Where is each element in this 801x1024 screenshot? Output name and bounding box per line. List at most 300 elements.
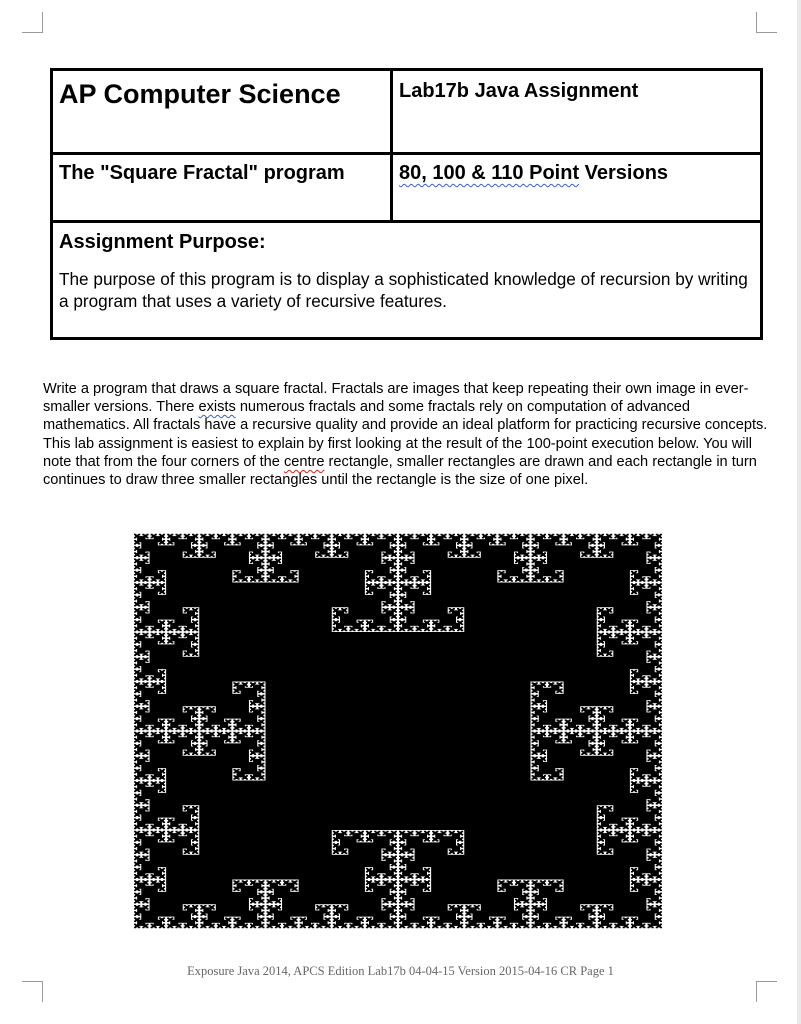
fractal-square xyxy=(374,617,376,619)
fractal-square xyxy=(209,701,211,703)
fractal-square xyxy=(196,540,198,542)
fractal-square xyxy=(291,586,293,588)
fractal-square xyxy=(329,580,331,582)
fractal-square xyxy=(200,614,202,616)
fractal-square xyxy=(296,534,298,536)
fractal-square xyxy=(262,685,264,687)
fractal-square xyxy=(308,562,310,564)
fractal-square xyxy=(204,549,206,551)
fractal-square xyxy=(320,589,322,591)
fractal-square xyxy=(159,599,161,601)
fractal-square xyxy=(304,623,306,625)
fractal-square xyxy=(391,559,393,561)
fractal-square xyxy=(196,673,198,675)
fractal-square xyxy=(175,688,177,690)
fractal-square xyxy=(333,630,335,632)
fractal-square xyxy=(262,549,264,551)
fractal-square xyxy=(333,562,335,564)
fractal-square xyxy=(196,611,198,613)
fractal-square xyxy=(192,682,194,684)
fractal-square xyxy=(391,565,393,567)
fractal-square xyxy=(213,565,215,567)
fractal-square xyxy=(155,673,157,675)
fractal-square xyxy=(229,596,231,598)
fractal-square xyxy=(238,559,240,561)
fractal-square xyxy=(204,596,206,598)
fractal-square xyxy=(391,568,393,570)
fractal-square xyxy=(370,580,372,582)
fractal-square xyxy=(304,593,306,595)
fractal-square xyxy=(329,636,331,638)
fractal-square xyxy=(233,602,235,604)
fractal-square xyxy=(200,602,202,604)
fractal-square xyxy=(146,676,148,678)
fractal-square xyxy=(304,611,306,613)
fractal-square xyxy=(134,580,136,582)
fractal-square xyxy=(217,580,219,582)
fractal-square xyxy=(296,549,298,551)
fractal-square xyxy=(204,692,206,694)
fractal-square xyxy=(312,608,314,610)
fractal-square xyxy=(175,704,177,706)
fractal-square xyxy=(296,593,298,595)
fractal-square xyxy=(184,583,186,585)
fractal-square xyxy=(254,633,256,635)
fractal-square xyxy=(217,571,219,573)
fractal-square xyxy=(146,583,148,585)
fractal-square xyxy=(349,543,351,545)
fractal-square xyxy=(151,716,153,718)
fractal-square xyxy=(325,623,327,625)
fractal-square xyxy=(242,654,244,656)
fractal-square xyxy=(209,648,211,650)
fractal-square xyxy=(225,605,227,607)
fractal-square xyxy=(200,608,202,610)
grammar-flag-exists[interactable]: exists xyxy=(198,399,235,415)
fractal-square xyxy=(254,580,256,582)
fractal-square xyxy=(329,534,331,536)
fractal-square xyxy=(167,710,169,712)
fractal-square xyxy=(151,614,153,616)
fractal-square xyxy=(142,602,144,604)
purpose-cell xyxy=(52,222,762,339)
fractal-square xyxy=(233,608,235,610)
fractal-square xyxy=(316,614,318,616)
fractal-square xyxy=(320,596,322,598)
fractal-square xyxy=(180,648,182,650)
fractal-square xyxy=(163,692,165,694)
fractal-square xyxy=(151,549,153,551)
fractal-square xyxy=(155,707,157,709)
fractal-square xyxy=(275,549,277,551)
fractal-square xyxy=(254,710,256,712)
fractal-square xyxy=(151,645,153,647)
fractal-square xyxy=(362,599,364,601)
square-fractal-figure xyxy=(133,533,663,929)
fractal-square xyxy=(146,667,148,669)
fractal-square xyxy=(254,540,256,542)
fractal-square xyxy=(300,537,302,539)
fractal-square xyxy=(188,574,190,576)
fractal-square xyxy=(175,692,177,694)
fractal-square xyxy=(138,559,140,561)
fractal-square xyxy=(225,577,227,579)
fractal-square xyxy=(233,540,235,542)
fractal-square xyxy=(358,596,360,598)
fractal-square xyxy=(196,583,198,585)
fractal-square xyxy=(180,574,182,576)
fractal-square xyxy=(267,546,269,548)
fractal-square xyxy=(204,707,206,709)
fractal-square xyxy=(387,543,389,545)
fractal-square xyxy=(209,682,211,684)
fractal-square xyxy=(146,608,148,610)
fractal-square xyxy=(312,562,314,564)
fractal-square xyxy=(188,586,190,588)
fractal-square xyxy=(151,639,153,641)
fractal-square xyxy=(296,571,298,573)
fractal-square xyxy=(246,617,248,619)
fractal-square xyxy=(271,639,273,641)
fractal-square xyxy=(279,537,281,539)
fractal-square xyxy=(196,729,198,731)
fractal-square xyxy=(155,676,157,678)
fractal-square xyxy=(142,627,144,629)
fractal-square xyxy=(159,627,161,629)
fractal-square xyxy=(217,602,219,604)
fractal-square xyxy=(250,633,252,635)
fractal-square xyxy=(221,648,223,650)
fractal-square xyxy=(159,549,161,551)
fractal-square xyxy=(188,729,190,731)
fractal-square xyxy=(267,620,269,622)
fractal-square xyxy=(151,648,153,650)
fractal-square xyxy=(159,586,161,588)
fractal-square xyxy=(353,617,355,619)
fractal-square xyxy=(378,605,380,607)
fractal-square xyxy=(155,726,157,728)
fractal-square xyxy=(151,679,153,681)
fractal-square xyxy=(374,605,376,607)
fractal-square xyxy=(159,552,161,554)
fractal-square xyxy=(204,611,206,613)
fractal-square xyxy=(200,605,202,607)
fractal-square xyxy=(395,620,397,622)
fractal-square xyxy=(213,555,215,557)
fractal-square xyxy=(175,679,177,681)
fractal-square xyxy=(196,633,198,635)
fractal-square xyxy=(204,729,206,731)
fractal-square xyxy=(238,664,240,666)
fractal-square xyxy=(370,599,372,601)
fractal-square xyxy=(167,658,169,660)
fractal-square xyxy=(320,552,322,554)
fractal-square xyxy=(316,630,318,632)
fractal-square xyxy=(146,571,148,573)
fractal-square xyxy=(271,633,273,635)
fractal-square xyxy=(225,642,227,644)
fractal-square xyxy=(233,710,235,712)
fractal-square xyxy=(283,586,285,588)
fractal-square xyxy=(296,543,298,545)
fractal-square xyxy=(341,549,343,551)
fractal-square xyxy=(242,701,244,703)
fractal-square xyxy=(262,583,264,585)
fractal-square xyxy=(233,667,235,669)
fractal-square xyxy=(362,568,364,570)
fractal-square xyxy=(271,549,273,551)
fractal-square xyxy=(225,627,227,629)
fractal-square xyxy=(279,636,281,638)
fractal-square xyxy=(316,596,318,598)
fractal-square xyxy=(146,549,148,551)
fractal-square xyxy=(217,719,219,721)
fractal-square xyxy=(242,639,244,641)
fractal-square xyxy=(213,534,215,536)
fractal-square xyxy=(242,729,244,731)
fractal-square xyxy=(151,729,153,731)
fractal-square xyxy=(374,620,376,622)
fractal-square xyxy=(192,658,194,660)
fractal-square xyxy=(167,599,169,601)
fractal-square xyxy=(200,555,202,557)
fractal-square xyxy=(254,658,256,660)
fractal-square xyxy=(254,602,256,604)
fractal-square xyxy=(275,568,277,570)
fractal-square xyxy=(229,540,231,542)
fractal-square xyxy=(142,707,144,709)
fractal-square xyxy=(204,688,206,690)
fractal-square xyxy=(300,571,302,573)
fractal-square xyxy=(374,574,376,576)
fractal-square xyxy=(159,605,161,607)
fractal-square xyxy=(217,574,219,576)
fractal-square xyxy=(221,716,223,718)
fractal-square xyxy=(192,639,194,641)
fractal-square xyxy=(242,667,244,669)
fractal-square xyxy=(151,577,153,579)
fractal-square xyxy=(171,586,173,588)
fractal-square xyxy=(258,583,260,585)
spelling-flag-centre[interactable]: centre xyxy=(284,454,325,470)
fractal-square xyxy=(184,617,186,619)
fractal-square xyxy=(217,568,219,570)
fractal-square xyxy=(382,574,384,576)
fractal-square xyxy=(167,722,169,724)
fractal-square xyxy=(184,543,186,545)
fractal-square xyxy=(159,719,161,721)
fractal-square xyxy=(308,552,310,554)
fractal-square xyxy=(333,555,335,557)
fractal-square xyxy=(217,661,219,663)
fractal-square xyxy=(349,552,351,554)
fractal-square xyxy=(271,540,273,542)
fractal-square xyxy=(213,704,215,706)
fractal-square xyxy=(184,698,186,700)
fractal-square xyxy=(291,648,293,650)
fractal-square xyxy=(238,713,240,715)
fractal-square xyxy=(296,608,298,610)
fractal-square xyxy=(184,562,186,564)
fractal-square xyxy=(242,555,244,557)
fractal-square xyxy=(242,593,244,595)
fractal-square xyxy=(204,552,206,554)
fractal-square xyxy=(192,636,194,638)
fractal-square xyxy=(213,546,215,548)
fractal-square xyxy=(242,704,244,706)
fractal-square xyxy=(262,645,264,647)
fractal-square xyxy=(374,596,376,598)
fractal-square xyxy=(300,596,302,598)
fractal-square xyxy=(333,614,335,616)
fractal-square xyxy=(353,580,355,582)
fractal-square xyxy=(138,605,140,607)
fractal-square xyxy=(138,654,140,656)
fractal-square xyxy=(192,692,194,694)
fractal-square xyxy=(362,589,364,591)
fractal-square xyxy=(188,568,190,570)
fractal-square xyxy=(275,642,277,644)
fractal-square xyxy=(192,608,194,610)
fractal-square xyxy=(221,729,223,731)
fractal-square xyxy=(316,552,318,554)
fractal-square xyxy=(225,596,227,598)
fractal-square xyxy=(192,688,194,690)
fractal-square xyxy=(304,630,306,632)
fractal-square xyxy=(242,565,244,567)
fractal-square xyxy=(358,580,360,582)
fractal-square xyxy=(221,549,223,551)
fractal-square xyxy=(138,726,140,728)
fractal-square xyxy=(258,593,260,595)
fractal-square xyxy=(345,540,347,542)
versions-link[interactable]: 80, 100 & 110 Point xyxy=(399,162,579,184)
fractal-square xyxy=(221,670,223,672)
fractal-square xyxy=(333,623,335,625)
fractal-square xyxy=(395,546,397,548)
fractal-square xyxy=(213,710,215,712)
fractal-square xyxy=(262,571,264,573)
fractal-square xyxy=(279,549,281,551)
fractal-square xyxy=(279,568,281,570)
fractal-square xyxy=(283,623,285,625)
fractal-square xyxy=(163,670,165,672)
fractal-square xyxy=(283,608,285,610)
fractal-square xyxy=(200,620,202,622)
fractal-square xyxy=(258,701,260,703)
fractal-square xyxy=(262,719,264,721)
fractal-square xyxy=(320,586,322,588)
fractal-square xyxy=(374,552,376,554)
fractal-square xyxy=(209,685,211,687)
fractal-square xyxy=(146,701,148,703)
fractal-square xyxy=(142,574,144,576)
fractal-square xyxy=(233,716,235,718)
fractal-square xyxy=(200,667,202,669)
fractal-square xyxy=(395,608,397,610)
fractal-square xyxy=(134,574,136,576)
fractal-square xyxy=(362,543,364,545)
fractal-square xyxy=(217,670,219,672)
fractal-square xyxy=(163,552,165,554)
fractal-square xyxy=(291,589,293,591)
fractal-square xyxy=(353,543,355,545)
fractal-square xyxy=(155,633,157,635)
fractal-square xyxy=(175,633,177,635)
fractal-square xyxy=(382,559,384,561)
fractal-square xyxy=(242,552,244,554)
fractal-square xyxy=(275,537,277,539)
fractal-square xyxy=(254,623,256,625)
fractal-square xyxy=(287,549,289,551)
fractal-square xyxy=(196,685,198,687)
fractal-square xyxy=(296,633,298,635)
fractal-square xyxy=(233,639,235,641)
fractal-square xyxy=(196,614,198,616)
fractal-square xyxy=(329,565,331,567)
fractal-square xyxy=(196,645,198,647)
fractal-square xyxy=(151,571,153,573)
fractal-square xyxy=(250,729,252,731)
fractal-square xyxy=(258,617,260,619)
fractal-square xyxy=(300,608,302,610)
fractal-square xyxy=(279,596,281,598)
fractal-square xyxy=(213,716,215,718)
fractal-square xyxy=(258,682,260,684)
fractal-square xyxy=(254,549,256,551)
fractal-square xyxy=(391,552,393,554)
fractal-square xyxy=(353,605,355,607)
fractal-square xyxy=(353,571,355,573)
fractal-square xyxy=(262,577,264,579)
fractal-square xyxy=(155,546,157,548)
fractal-square xyxy=(192,549,194,551)
fractal-square xyxy=(200,698,202,700)
fractal-square xyxy=(171,639,173,641)
fractal-square xyxy=(262,682,264,684)
fractal-square xyxy=(329,602,331,604)
fractal-square xyxy=(267,633,269,635)
fractal-square xyxy=(180,722,182,724)
fractal-square xyxy=(250,617,252,619)
fractal-square xyxy=(329,608,331,610)
fractal-square xyxy=(238,695,240,697)
fractal-square xyxy=(262,562,264,564)
fractal-square xyxy=(262,605,264,607)
fractal-square xyxy=(279,605,281,607)
fractal-square xyxy=(225,571,227,573)
fractal-square xyxy=(138,534,140,536)
fractal-square xyxy=(345,549,347,551)
fractal-square xyxy=(391,549,393,551)
fractal-square xyxy=(329,611,331,613)
fractal-square xyxy=(209,534,211,536)
fractal-square xyxy=(238,549,240,551)
fractal-square xyxy=(320,568,322,570)
fractal-square xyxy=(296,605,298,607)
fractal-square xyxy=(159,648,161,650)
fractal-square xyxy=(275,571,277,573)
fractal-square xyxy=(391,555,393,557)
fractal-square xyxy=(387,571,389,573)
fractal-square xyxy=(250,682,252,684)
fractal-square xyxy=(184,664,186,666)
fractal-square xyxy=(138,537,140,539)
fractal-square xyxy=(287,645,289,647)
fractal-square xyxy=(159,707,161,709)
fractal-square xyxy=(250,661,252,663)
fractal-square xyxy=(134,562,136,564)
